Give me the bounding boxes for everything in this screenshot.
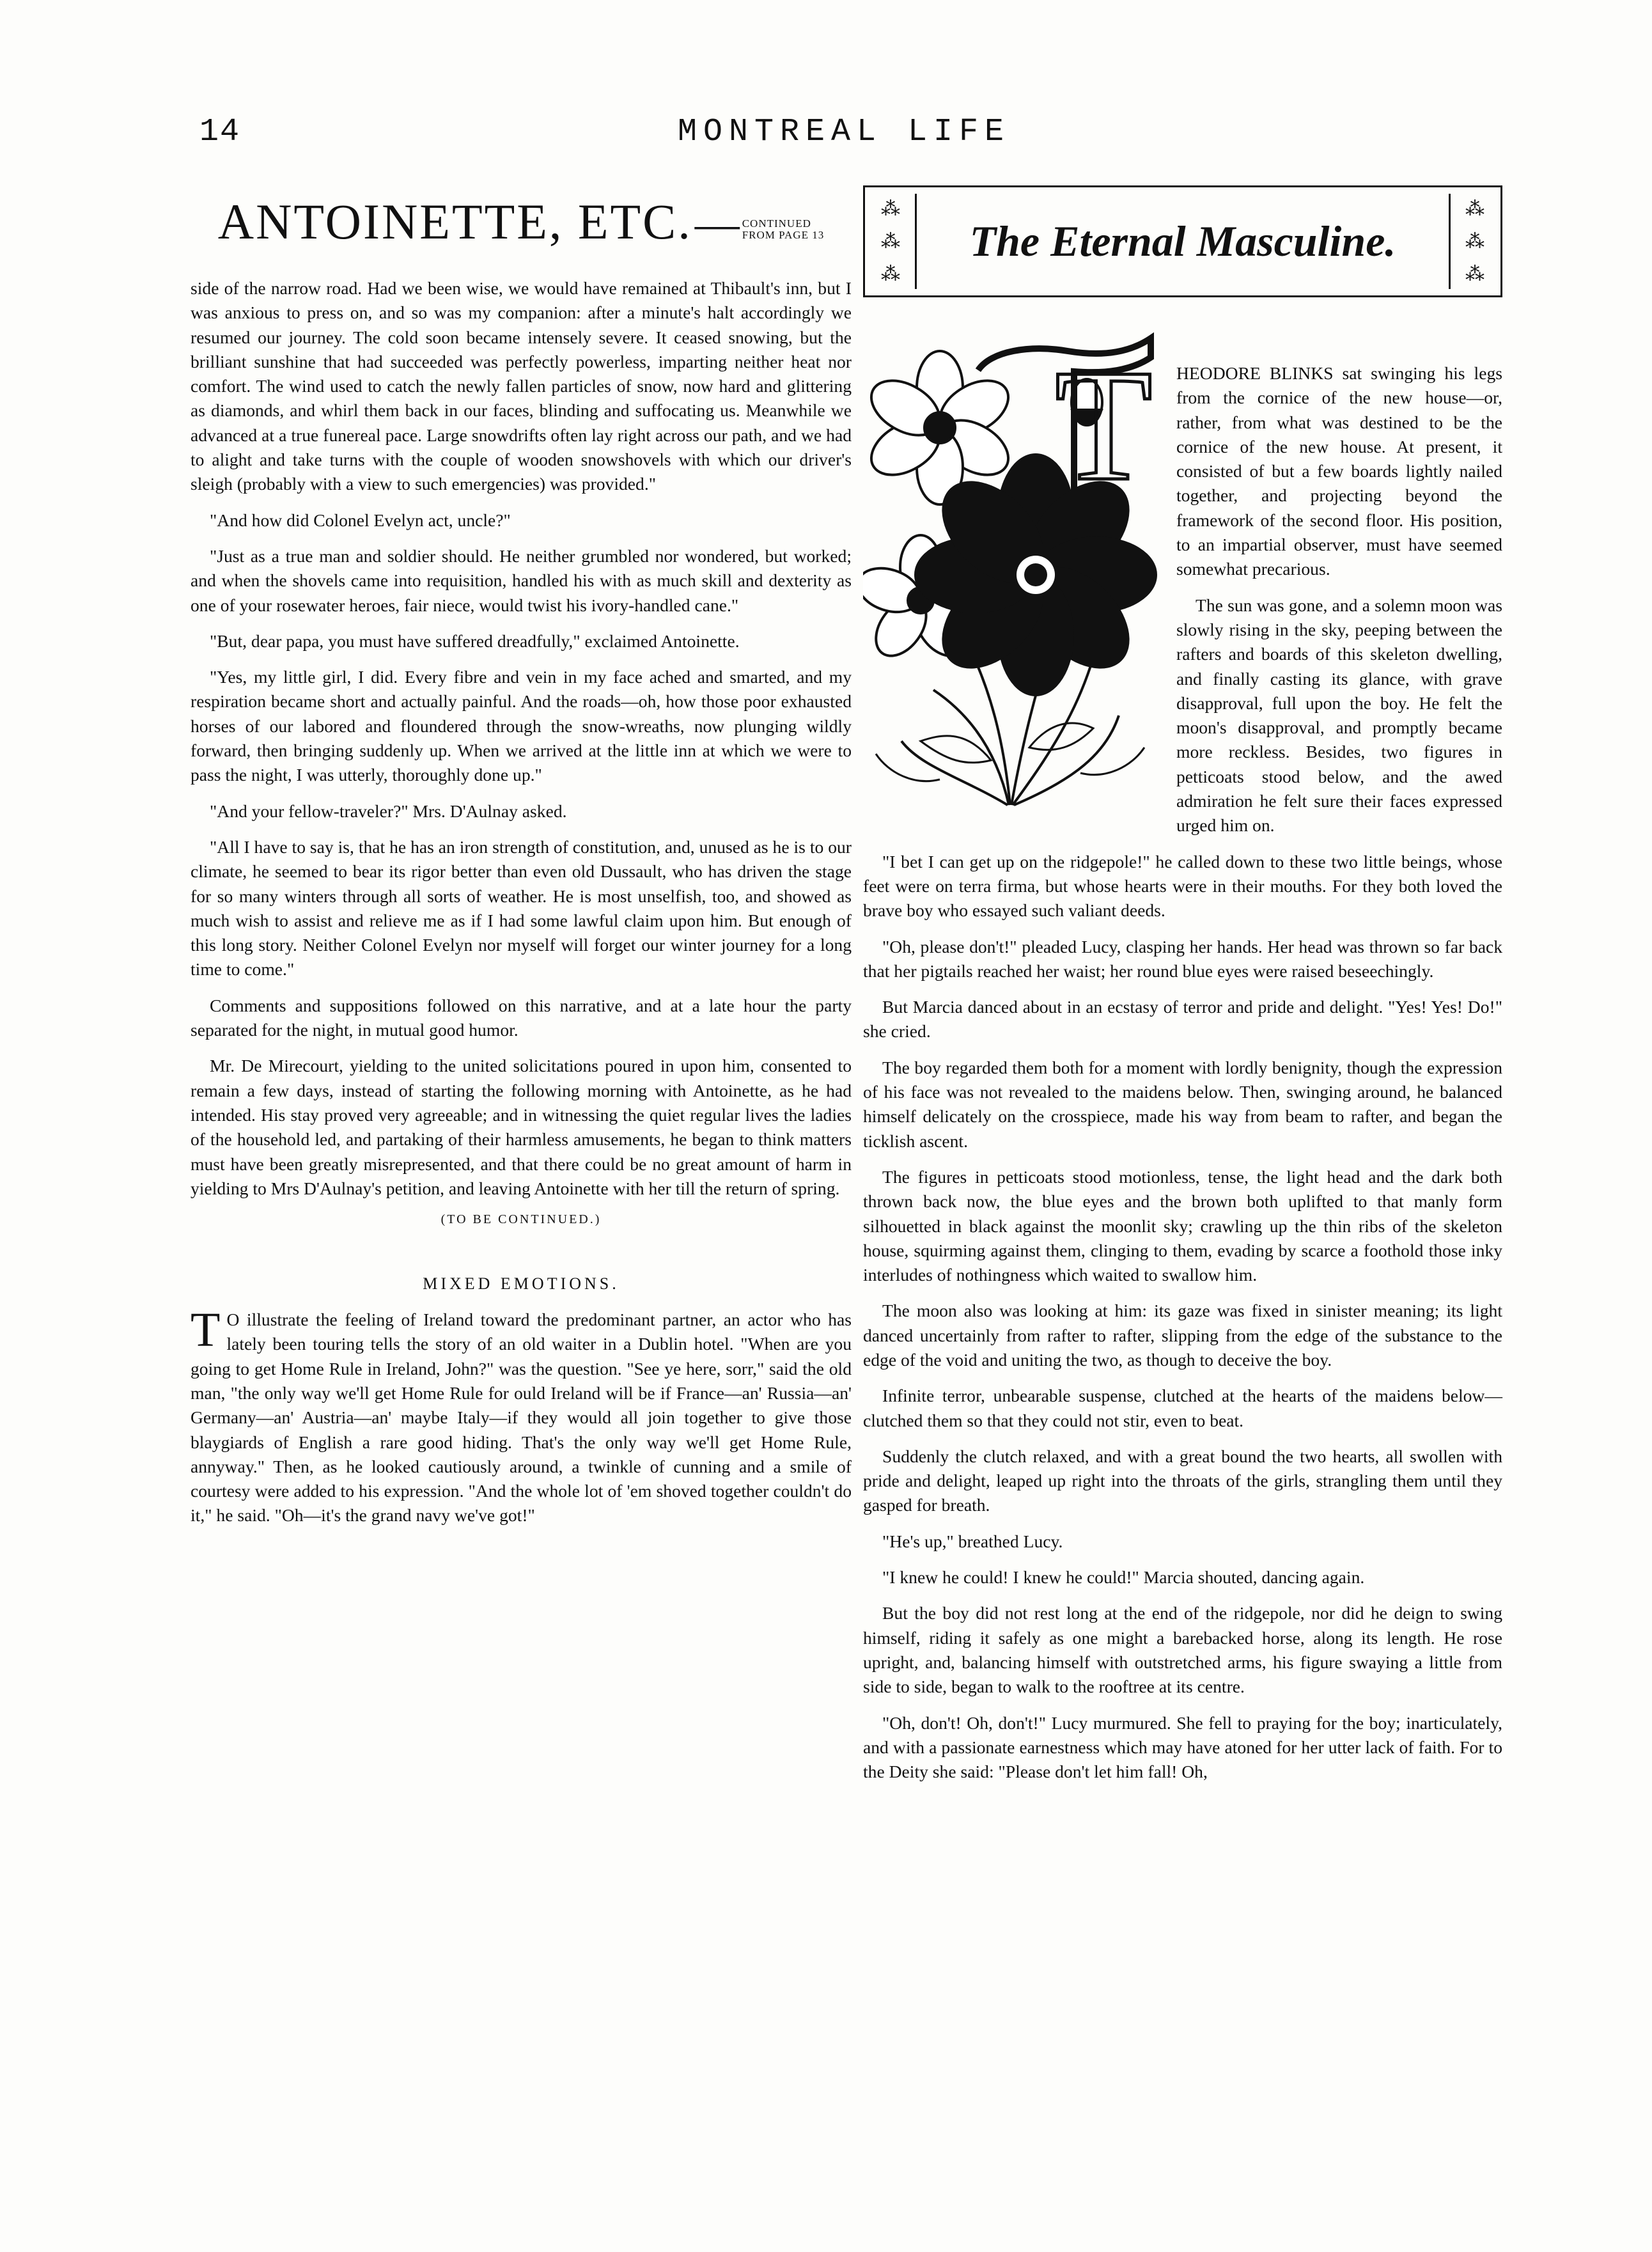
- story-paragraph: But the boy did not rest long at the end of the ridgepole, nor did he deign to swing himself, riding it safely as one might a barebacked horse, along its length. He rose upright, and, balancing himself with outstretched arms, his figure swaying a little from side to side, began to walk to the rooftree at its centre.: [863, 1603, 1502, 1697]
- ornament-border-right: [1456, 192, 1494, 290]
- continued-page-line: FROM PAGE 13: [742, 229, 825, 242]
- headline-dash: —: [694, 199, 740, 249]
- to-be-continued: (TO BE CONTINUED.): [440, 1212, 602, 1227]
- right-column: [863, 185, 1502, 1795]
- article-paragraph: "And your fellow-traveler?" Mrs. D'Aulnay asked.: [210, 801, 567, 821]
- ornament-icon: ⁂: [881, 230, 900, 252]
- story-paragraph: The figures in petticoats stood motionless, tense, the light head and the dark both thrown back now, the blue eyes and the brown both uplifted to that manly form silhouetted in black against the moonlit sky; crawling up the thin ribs of the skeleton house, squirming against them, clinging to them, evading by scarce a foothold those inky interludes of nothingness which waited to swallow him.: [863, 1166, 1502, 1285]
- continued-line: CONTINUED: [742, 217, 811, 230]
- story-title-frame: [915, 194, 1451, 289]
- dropcap-letter: T: [1055, 337, 1153, 514]
- article-headline: ANTOINETTE, ETC.: [217, 194, 692, 249]
- story-paragraph: The boy regarded them both for a moment with lordly benignity, though the expression of his face was not revealed to the maidens below. Then, swinging around, he balanced himself delicately on the crosspiece, made his way from beam to rafter, and began the ticklish ascent.: [863, 1057, 1502, 1151]
- page-number: 14: [199, 114, 241, 150]
- page-header: [0, 114, 1652, 165]
- story-title: The Eternal Masculine.: [969, 217, 1396, 265]
- ornament-icon: ⁂: [1465, 230, 1484, 252]
- article-paragraph: "But, dear papa, you must have suffered dreadfully," exclaimed Antoinette.: [210, 630, 740, 651]
- story-title-box: [863, 185, 1502, 297]
- article-paragraph: "Just as a true man and soldier should. He neither grumbled nor wondered, but worked; and when the shovels came into requisition, handled his with as much skill and dexterity as one of your rosewater heroes, fair niece, would twist his ivory-handled cane.": [191, 545, 852, 615]
- ornament-icon: ⁂: [881, 198, 900, 219]
- mixed-emotions-text: [191, 1303, 852, 1528]
- story-paragraph: The sun was gone, and a solemn moon was slowly rising in the sky, peeping between the rafters and boards of this skeleton dwelling, and finally casting its glance, with grave disapproval, full upon the boy. He felt the moon's disapproval, and promptly became more reckless. Besides, two figures in petticoats stood below, and the awed admiration he felt sure their faces expressed urged him on.: [1176, 595, 1502, 836]
- article-paragraph: "All I have to say is, that he has an iron strength of constitution, and, unused as he is to our climate, he seemed to bear its rigor better than even old Dussault, who has driven the stage for so many winters through all sorts of weather. He is most unselfish, too, and showed as much wish to assist and relieve me as if I had some lawful claim upon him. But enough of this long story. Neither Colonel Evelyn nor myself will forget our winter journey for a long time to come.": [191, 836, 852, 980]
- left-column: [191, 185, 852, 1540]
- running-title: MONTREAL LIFE: [678, 114, 1011, 150]
- mixed-emotions-body: O illustrate the feeling of Ireland toward the predominant partner, an actor who has lately been touring tells the story of an old waiter in a Dublin hotel. "When are you going to get Home Rule in Ireland, John?" was the question. "See ye here, sorr," said the old man, "the only way we'll get Home Rule for ould Ireland will be if France—an' Russia—an' Germany—an' Austria—an' maybe Italy—if they would all join together to give those blaygiards of English a rare good hiding. That's the only way we'll get Home Rule, annyway." Then, as he looked cautiously around, a twinkle of cunning and a smile of courtesy were added to his expression. "And the whole lot of 'em shoved together couldn't do it," he said. "Oh—it's the grand navy we've got!": [191, 1310, 852, 1526]
- story-paragraph: "I bet I can get up on the ridgepole!" he called down to these two little beings, whose feet were on terra firma, but whose hearts were in their mouths. For they both loved the brave boy who essayed such valiant deeds.: [863, 851, 1502, 921]
- flower-illustration-icon: [863, 332, 1164, 824]
- ornament-border-left: [871, 192, 910, 290]
- ornament-icon: ⁂: [1465, 263, 1484, 285]
- story-paragraph: HEODORE BLINKS sat swinging his legs from the cornice of the new house—or, rather, from what was destined to be the cornice of the new house. At present, it consisted of but a few boards lightly nailed together, and projecting beyond the framework of the second floor. His position, to an impartial observer, must have seemed somewhat precarious.: [1176, 363, 1502, 579]
- story-paragraph: "He's up," breathed Lucy.: [882, 1531, 1063, 1551]
- drop-cap: T: [191, 1303, 221, 1357]
- mixed-emotions-heading: MIXED EMOTIONS.: [423, 1274, 620, 1294]
- story-paragraph: "I knew he could! I knew he could!" Marcia shouted, dancing again.: [882, 1567, 1365, 1588]
- story-paragraph: "Oh, please don't!" pleaded Lucy, clasping her hands. Her head was thrown so far back that her pigtails reached her waist; her round blue eyes were raised beseechingly.: [863, 936, 1502, 981]
- story-paragraph: "Oh, don't! Oh, don't!" Lucy murmured. She fell to praying for the boy; inarticulately, and with a passionate earnestness which may have atoned for her utter lack of faith. For to the Deity she said: "Please don't let him fall! Oh,: [863, 1712, 1502, 1782]
- article-paragraph: side of the narrow road. Had we been wise, we would have remained at Thibault's inn, but I was anxious to press on, and so was my companion: after a minute's halt accordingly we resumed our journey. The cold soon became intensely severe. It ceased snowing, but the brilliant sunshine that had succeeded was perfectly powerless, imparting neither heat nor comfort. The wind used to catch the newly fallen particles of snow, now hard and glittering as diamonds, and whirl them back in our faces, blinding and suffocating us. Meanwhile we advanced at a true funereal pace. Large snowdrifts often lay right across our path, and we had to alight and take turns with the couple of wooden snowshovels with which our driver's sleigh (probably with a view to such emergencies) was provided.": [191, 278, 852, 494]
- flower-dropcap-illustration: [863, 332, 1164, 824]
- story-paragraph: Suddenly the clutch relaxed, and with a great bound the two hearts, all swollen with pride and delight, leaped up right into the throats of the girls, strangling them until they gasped for breath.: [863, 1446, 1502, 1515]
- article-paragraph: Mr. De Mirecourt, yielding to the united solicitations poured in upon him, consented to remain a few days, instead of starting the following morning with Antoinette, as he had intended. His stay proved very agreeable; and in witnessing the quiet regular lives the ladies of the household led, and partaking of their harmless amusements, he began to think matters must have been greatly misrepresented, and that there could be no great amount of harm in yielding to Mrs D'Aulnay's petition, and leaving Antoinette with her till the return of spring.: [191, 1056, 852, 1198]
- article-title-row: [191, 185, 852, 247]
- ornament-icon: ⁂: [1465, 198, 1484, 219]
- story-paragraph: Infinite terror, unbearable suspense, clutched at the hearts of the maidens below—clutched them so that they could not stir, even to beat.: [863, 1386, 1502, 1430]
- story-paragraph: The moon also was looking at him: its gaze was fixed in sinister meaning; its light danced uncertainly from rafter to rafter, slipping from the edge of the substance to the edge of the void and uniting the two, as though to deceive the boy.: [863, 1301, 1502, 1370]
- article-paragraph: "Yes, my little girl, I did. Every fibre and vein in my face ached and smarted, and my respiration became short and actually painful. And the roads—oh, how those poor exhausted horses of our labored and floundered through the snow-wreaths, now plunging wildly forward, then bringing suddenly up. When we arrived at the little inn at which we were to pass the night, I was utterly, thoroughly done up.": [191, 667, 852, 785]
- story-paragraph: But Marcia danced about in an ecstasy of terror and pride and delight. "Yes! Yes! Do!" she cried.: [863, 997, 1502, 1042]
- continued-note: [742, 218, 825, 242]
- article-paragraph: "And how did Colonel Evelyn act, uncle?": [210, 510, 511, 530]
- article-paragraph: Comments and suppositions followed on this narrative, and at a late hour the party separated for the night, in mutual good humor.: [191, 995, 852, 1040]
- ornament-icon: ⁂: [881, 263, 900, 285]
